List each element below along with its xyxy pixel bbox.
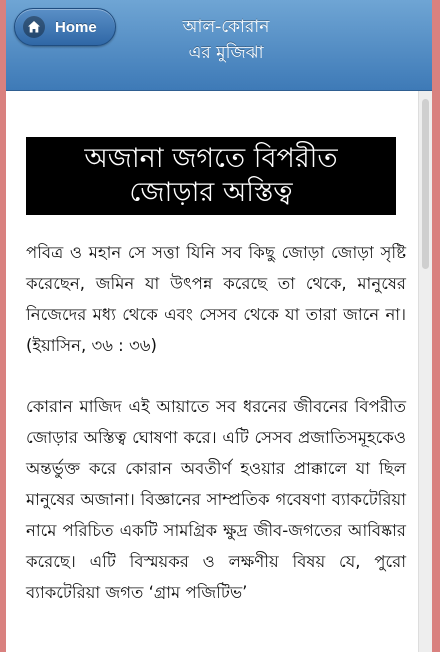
article-paragraph: পবিত্র ও মহান সে সত্তা যিনি সব কিছু জোড়া জোড়া সৃষ্টি করেছেন, জমিন যা উৎপন্ন করেছে তা থেকে, মানুষের নিজেদের মধ্য থেকে এবং সেসব থেকে যা তারা জানে না। (ইয়াসিন, ৩৬ : ৩৬) [26,243,406,355]
home-button-label: Home [55,18,97,36]
page-title-line-2: এর মুজিঝা [188,43,264,63]
article-title-line-1: অজানা জগতে বিপরীত [84,143,338,174]
article-content [6,91,418,652]
app-frame [6,0,432,652]
home-button[interactable] [14,8,116,46]
page-title [126,14,326,66]
article-paragraph: কোরান মাজিদ এই আয়াতে সব ধরনের জীবনের বিপরীত জোড়ার অস্তিত্ব ঘোষণা করে। এটি সেসব প্রজাতিসমূহকেও অন্তর্ভুক্ত করে কোরান অবতীর্ণ হওয়ার প্রাক্কালে যা ছিল মানুষের অজানা। বিজ্ঞানের সাম্প্রতিক গবেষণা ব্যাকটেরিয়া নামে পরিচিত একটি সামগ্রিক ক্ষুদ্র জীব-জগতের আবিষ্কার করেছে। এটি বিস্ময়কর ও লক্ষণীয় বিষয় যে, পুরো ব্যাকটেরিয়া জগত ‘গ্রাম পজিটিভ’ [26,397,406,602]
page-title-line-1: আল-কোরান [182,17,270,37]
header-bar [6,0,432,91]
article-title-line-2: জোড়ার অস্তিত্ব [129,177,293,208]
scrollbar-thumb[interactable] [422,99,429,269]
vertical-scrollbar[interactable] [418,91,432,652]
article-title [26,137,396,215]
home-icon [23,16,45,38]
